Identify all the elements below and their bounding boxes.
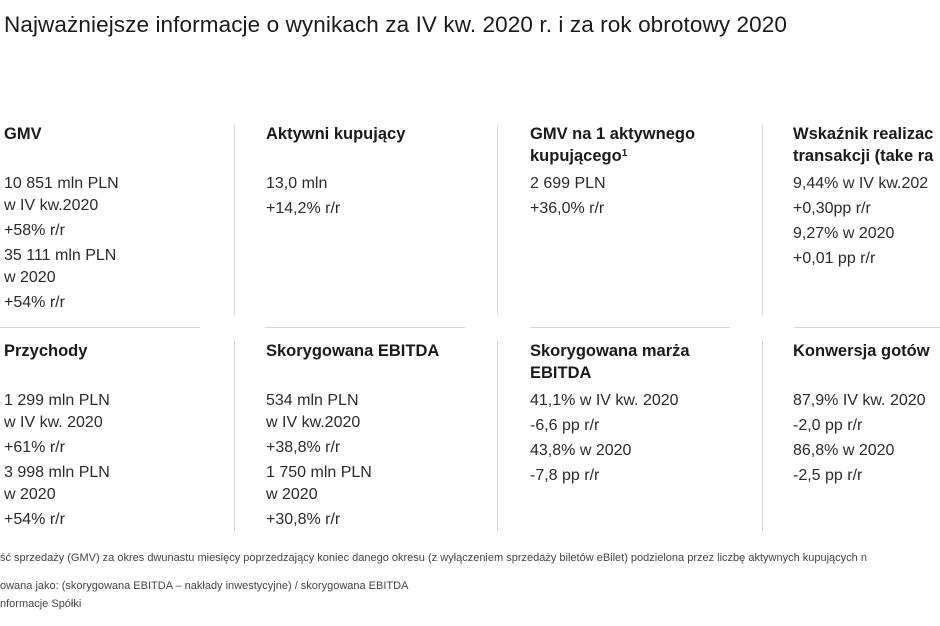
card-value: 3 998 mln PLN w 2020 <box>4 464 110 503</box>
card-title-text: GMV na 1 aktywnego kupującego <box>530 125 696 165</box>
card-value: 1 750 mln PLN w 2020 <box>266 464 372 503</box>
column-divider <box>497 125 498 315</box>
card-value: -2,0 pp r/r <box>793 417 863 434</box>
card-title: GMV <box>4 125 42 143</box>
card-title: Wskaźnik realizac transakcji (take ra <box>793 125 934 165</box>
card-title: Skorygowana EBITDA <box>266 342 440 360</box>
card-revenue <box>4 340 238 531</box>
footnote: ść sprzedaży (GMV) za okres dwunastu miesięcy poprzedzający koniec danego okresu (z wyłączeniem sprzedaży biletów eBilet) podzielona przez liczbę aktywnych kupujących n <box>0 552 867 564</box>
card-value: 87,9% IV kw. 2020 <box>793 392 926 409</box>
card-value: +0,01 pp r/r <box>793 250 876 267</box>
card-title <box>530 123 764 167</box>
card-adjusted-ebitda-margin <box>530 340 764 487</box>
card-title: Przychody <box>4 342 88 360</box>
column-divider <box>234 125 235 315</box>
card-value: 41,1% w IV kw. 2020 <box>530 392 679 409</box>
page-title: Najważniejsze informacje o wynikach za IV kw. 2020 r. i za rok obrotowy 2020 <box>4 12 787 37</box>
card-value: 9,44% w IV kw.202 <box>793 175 929 192</box>
card-value: -6,6 pp r/r <box>530 417 600 434</box>
column-divider <box>497 340 498 532</box>
card-value: 43,8% w 2020 <box>530 442 632 459</box>
card-value: +61% r/r <box>4 439 65 456</box>
column-divider <box>234 340 235 532</box>
column-divider <box>762 340 763 532</box>
column-divider <box>762 125 763 315</box>
card-value: -2,5 pp r/r <box>793 467 863 484</box>
card-title: Konwersja gotów <box>793 342 930 360</box>
card-value: +54% r/r <box>4 294 65 311</box>
row-divider <box>0 327 200 328</box>
row-divider <box>265 327 465 328</box>
card-gmv <box>4 123 238 314</box>
card-value: +54% r/r <box>4 511 65 528</box>
card-adjusted-ebitda <box>266 340 500 531</box>
footnote-marker: 1 <box>621 148 628 159</box>
card-title: Aktywni kupujący <box>266 125 406 143</box>
card-value: +38,8% r/r <box>266 439 341 456</box>
card-value: +0,30pp r/r <box>793 200 871 217</box>
row-divider <box>794 327 940 328</box>
card-active-buyers <box>266 123 500 220</box>
row-divider <box>530 327 730 328</box>
card-value: 10 851 mln PLN w IV kw.2020 <box>4 175 119 214</box>
card-gmv-per-buyer <box>530 123 764 220</box>
card-value: 1 299 mln PLN w IV kw. 2020 <box>4 392 110 431</box>
footnote: nformacje Spółki <box>0 598 82 610</box>
card-value: +30,8% r/r <box>266 511 341 528</box>
card-value: +36,0% r/r <box>530 200 605 217</box>
card-cash-conversion <box>793 340 940 487</box>
card-value: 86,8% w 2020 <box>793 442 895 459</box>
card-take-rate <box>793 123 940 270</box>
card-value: 2 699 PLN <box>530 175 606 192</box>
footnote: owana jako: (skorygowana EBITDA – nakłady inwestycyjne) / skorygowana EBITDA <box>0 580 409 592</box>
card-title: Skorygowana marża EBITDA <box>530 342 690 382</box>
card-value: -7,8 pp r/r <box>530 467 600 484</box>
card-value: +14,2% r/r <box>266 200 341 217</box>
card-value: 534 mln PLN w IV kw.2020 <box>266 392 361 431</box>
card-value: +58% r/r <box>4 222 65 239</box>
card-value: 9,27% w 2020 <box>793 225 895 242</box>
card-value: 35 111 mln PLN w 2020 <box>4 247 117 286</box>
card-value: 13,0 mln <box>266 175 328 192</box>
